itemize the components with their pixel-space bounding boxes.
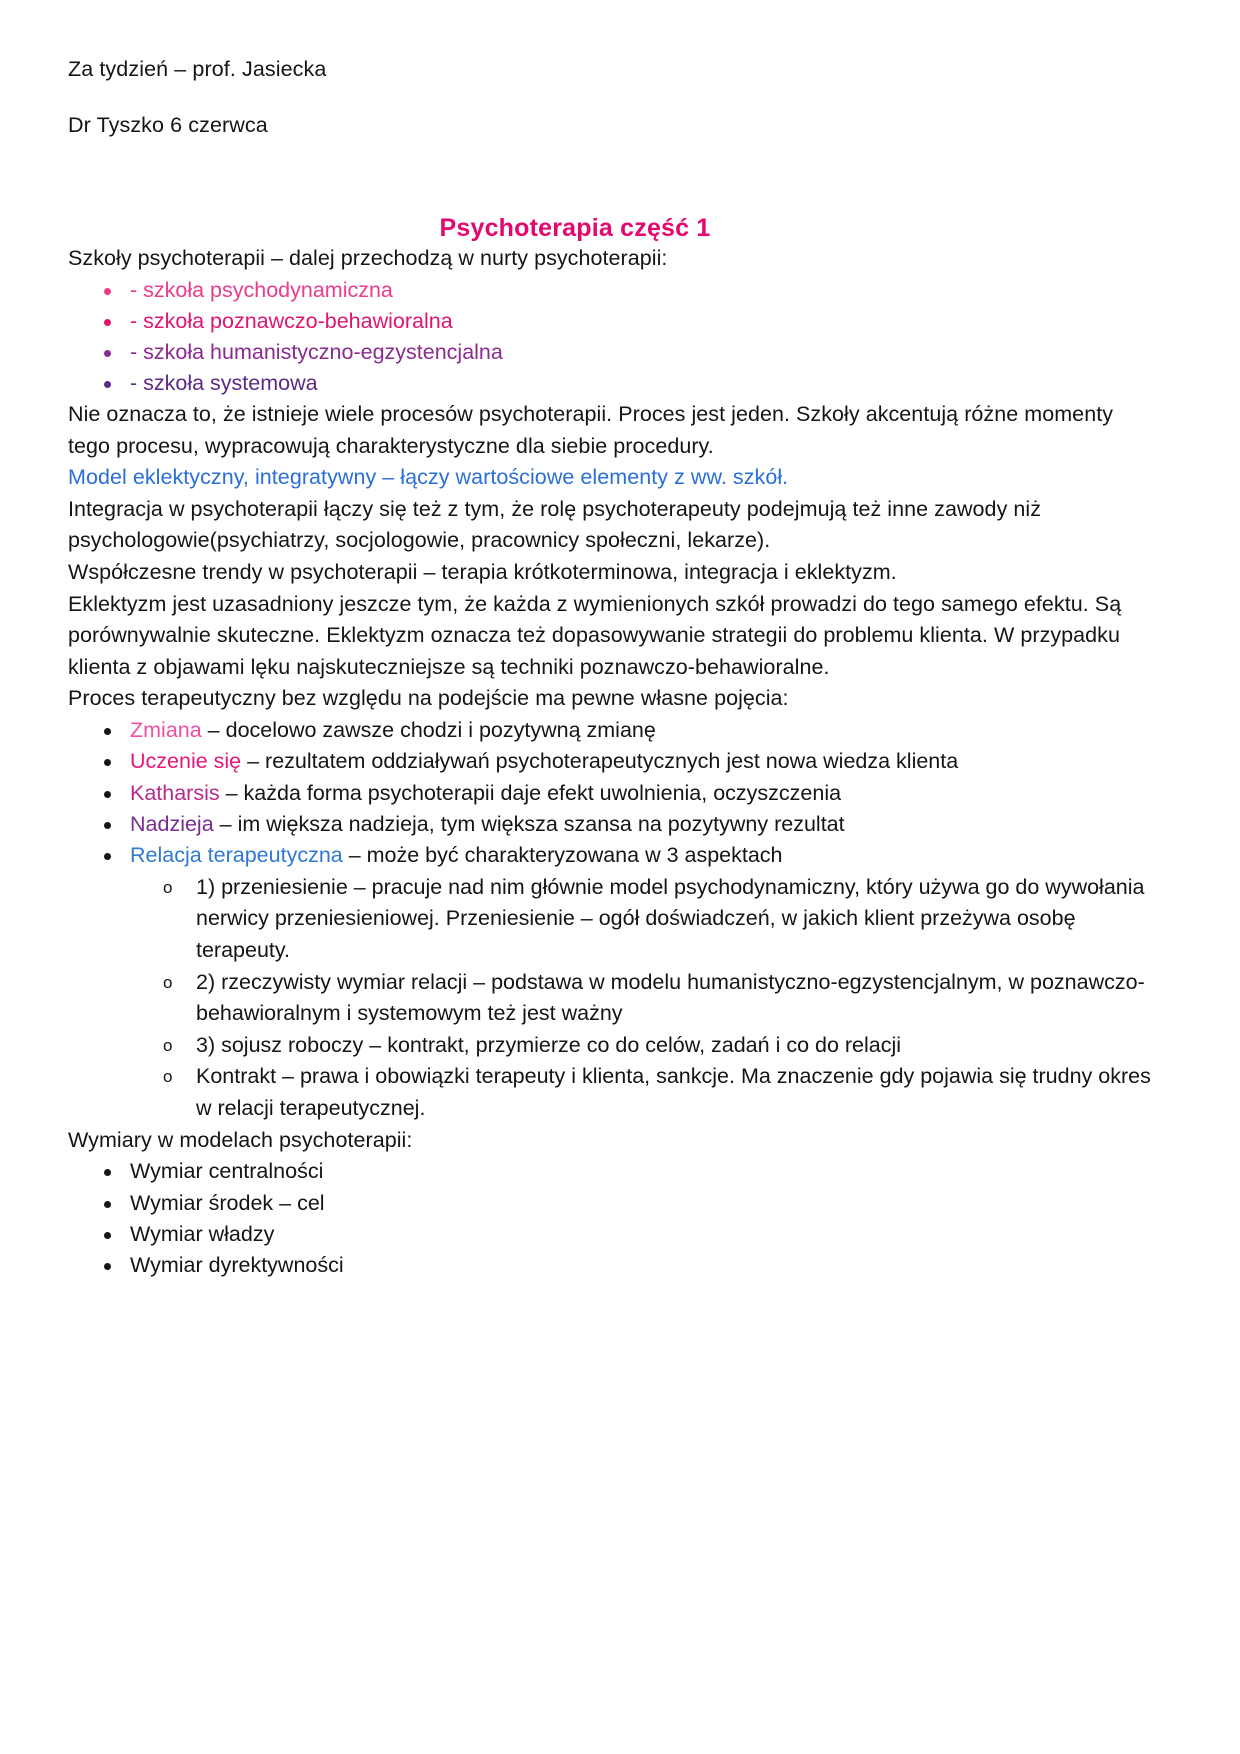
header-line-2: Dr Tyszko 6 czerwca (68, 113, 268, 138)
school-list-item (68, 368, 1152, 398)
concept-term: Katharsis (130, 780, 220, 805)
concept-description: – rezultatem oddziaływań psychoterapeutycznych jest nowa wiedza klienta (241, 749, 959, 774)
concept-list-item (68, 715, 1152, 746)
school-label: - szkoła systemowa (130, 370, 318, 395)
page-title: Psychoterapia część 1 (439, 214, 711, 243)
school-label: - szkoła poznawczo-behawioralna (130, 308, 453, 333)
concept-description: – im większa nadzieja, tym większa szansa na pozytywny rezultat (213, 812, 845, 837)
aspect-list-item: o 1) przeniesienie – pracuje nad nim głównie model psychodynamiczny, który używa go do wywołania nerwicy przeniesieniowej. Przeniesienie – ogół doświadczeń, w jakich klient przeżywa osobę terapeuty. (68, 872, 1152, 967)
aspects-list (68, 872, 1152, 1125)
paragraph-pojecia: Proces terapeutyczny bez względu na podejście ma pewne własne pojęcia: (68, 686, 789, 711)
paragraph-integracja: Integracja w psychoterapii łączy się też z tym, że rolę psychoterapeuty podejmują też inne zawody niż psychologowie(psychiatrzy, socjologowie, pracownicy społeczni, lekarze). (68, 496, 1042, 553)
concept-term: Uczenie się (130, 749, 242, 774)
school-list-item (68, 337, 1152, 367)
dimension-list-item: Wymiar dyrektywności (68, 1250, 1152, 1281)
paragraph-proces: Nie oznacza to, że istnieje wiele procesów psychoterapii. Proces jest jeden. Szkoły akcentują różne momenty tego procesu, wypracowują charakterystyczne dla siebie procedury. (68, 402, 1114, 458)
concept-list-item (68, 778, 1152, 809)
paragraph-wymiary: Wymiary w modelach psychoterapii: (68, 1127, 413, 1152)
concept-description: – może być charakteryzowana w 3 aspektach (342, 843, 783, 868)
concept-list-item (68, 746, 1152, 777)
aspect-list-item: o 2) rzeczywisty wymiar relacji – podstawa w modelu humanistyczno-egzystencjalnym, w poznawczo-behawioralnym i systemowym też jest ważny (68, 967, 1152, 1030)
concept-description: – każda forma psychoterapii daje efekt uwolnienia, oczyszczenia (219, 780, 842, 805)
school-label: - szkoła psychodynamiczna (130, 277, 393, 302)
paragraph-eklektyzm: Eklektyzm jest uzasadniony jeszcze tym, że każda z wymienionych szkół prowadzi do tego samego efektu. Są porównywalnie skuteczne. Eklektyzm oznacza też dopasowywanie strategii do problemu klienta. W przypadku klienta z objawami lęku najskuteczniejsze są techniki poznawczo-behawioralne. (68, 591, 1122, 679)
header-line-1: Za tydzień – prof. Jasiecka (68, 57, 327, 81)
schools-list (68, 275, 1152, 398)
aspect-list-item: o 3) sojusz roboczy – kontrakt, przymierze co do celów, zadań i co do relacji (68, 1030, 1152, 1062)
school-label: - szkoła humanistyczno-egzystencjalna (130, 339, 503, 364)
dimension-list-item: Wymiar środek – cel (68, 1188, 1152, 1219)
paragraph-trendy: Współczesne trendy w psychoterapii – terapia krótkoterminowa, integracja i eklektyzm. (68, 559, 897, 584)
dimension-list-item: Wymiar władzy (68, 1219, 1152, 1250)
concept-term: Zmiana (130, 717, 202, 742)
concept-list-item (68, 809, 1152, 840)
school-list-item (68, 275, 1152, 305)
dimension-list-item: Wymiar centralności (68, 1156, 1152, 1187)
concepts-list (68, 715, 1152, 1125)
school-list-item (68, 306, 1152, 336)
concept-term: Relacja terapeutyczna (130, 843, 343, 868)
aspect-list-item: o Kontrakt – prawa i obowiązki terapeuty i klienta, sankcje. Ma znaczenie gdy pojawia się trudny okres w relacji terapeutycznej. (68, 1061, 1152, 1124)
concept-description: – docelowo zawsze chodzi i pozytywną zmianę (201, 717, 656, 742)
concept-list-item (68, 840, 1152, 871)
intro-paragraph: Szkoły psychoterapii – dalej przechodzą w nurty psychoterapii: (68, 246, 668, 271)
paragraph-model-eklektyczny: Model eklektyczny, integratywny – łączy wartościowe elementy z ww. szkół. (68, 465, 789, 490)
dimensions-list (68, 1156, 1152, 1282)
concept-term: Nadzieja (130, 812, 214, 837)
